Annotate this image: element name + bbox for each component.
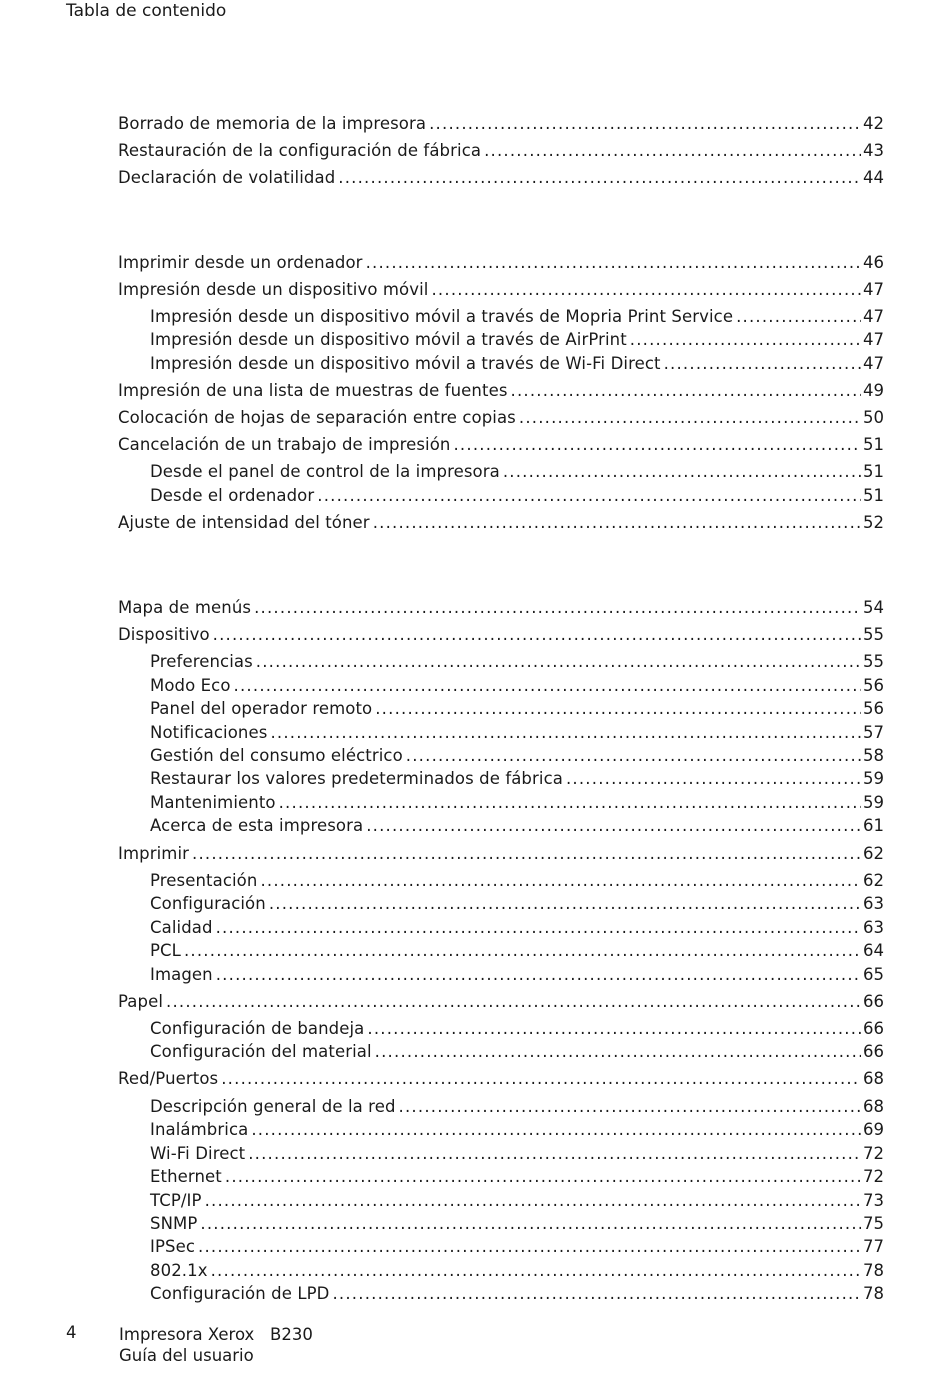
toc-entry-label: Configuración de bandeja	[150, 1019, 365, 1038]
toc-entry[interactable]	[150, 892, 884, 915]
toc-entry[interactable]	[150, 1235, 884, 1258]
toc-entry[interactable]	[150, 814, 884, 837]
toc-dot-leader	[406, 744, 861, 767]
toc-entry-page-number: 49	[863, 381, 884, 400]
toc-entry-label: Colocación de hojas de separación entre copias	[118, 408, 516, 427]
toc-entry[interactable]	[118, 166, 884, 189]
toc-entry-page-number: 47	[863, 330, 884, 349]
toc-dot-leader	[366, 814, 861, 837]
toc-dot-leader	[205, 1189, 861, 1212]
toc-dot-leader	[234, 674, 861, 697]
toc-entry[interactable]	[118, 112, 884, 135]
toc-dot-leader	[373, 511, 861, 534]
toc-entry-page-number: 51	[863, 435, 884, 454]
toc-entry[interactable]	[150, 697, 884, 720]
toc-dot-leader	[260, 869, 861, 892]
toc-dot-leader	[519, 406, 861, 429]
toc-entry-label: 802.1x	[150, 1261, 208, 1280]
toc-entry-label: Configuración de LPD	[150, 1284, 330, 1303]
toc-dot-leader	[270, 721, 861, 744]
toc-entry[interactable]	[118, 379, 884, 402]
toc-dot-leader	[192, 842, 861, 865]
toc-entry-page-number: 68	[863, 1069, 884, 1088]
toc-entry-label: Dispositivo	[118, 625, 210, 644]
toc-dot-leader	[429, 112, 861, 135]
toc-entry[interactable]	[150, 791, 884, 814]
toc-dot-leader	[367, 1017, 861, 1040]
toc-entry-page-number: 72	[863, 1144, 884, 1163]
toc-dot-leader	[484, 139, 861, 162]
toc-entry-label: Descripción general de la red	[150, 1097, 396, 1116]
toc-dot-leader	[248, 1142, 861, 1165]
toc-entry-page-number: 61	[863, 816, 884, 835]
toc-entry-label: Restauración de la configuración de fábrica	[118, 141, 482, 160]
toc-entry[interactable]	[150, 328, 884, 351]
toc-entry[interactable]	[150, 1189, 884, 1212]
toc-dot-leader	[453, 433, 861, 456]
toc-dot-leader	[221, 1067, 861, 1090]
toc-entry-page-number: 55	[863, 625, 884, 644]
toc-entry-label: Impresión desde un dispositivo móvil	[118, 280, 429, 299]
toc-entry-label: Imprimir desde un ordenador	[118, 253, 363, 272]
toc-entry-page-number: 47	[863, 307, 884, 326]
toc-entry-label: Notificaciones	[150, 723, 268, 742]
toc-entry-label: Impresión desde un dispositivo móvil a través de Mopria Print Service	[150, 307, 734, 326]
toc-entry-page-number: 51	[863, 462, 884, 481]
toc-entry-label: Preferencias	[150, 652, 253, 671]
toc-entry-page-number: 64	[863, 941, 884, 960]
toc-entry-label: Acerca de esta impresora	[150, 816, 364, 835]
toc-dot-leader	[279, 791, 861, 814]
toc-entry-label: Wi-Fi Direct	[150, 1144, 246, 1163]
toc-entry[interactable]	[150, 1040, 884, 1063]
toc-entry[interactable]	[150, 460, 884, 483]
toc-entry[interactable]	[150, 721, 884, 744]
toc-entry-label: Panel del operador remoto	[150, 699, 373, 718]
toc-entry-label: Red/Puertos	[118, 1069, 219, 1088]
toc-entry-page-number: 47	[863, 354, 884, 373]
toc-dot-leader	[431, 278, 861, 301]
toc-entry-page-number: 63	[863, 918, 884, 937]
toc-entry-page-number: 56	[863, 676, 884, 695]
toc-entry-page-number: 50	[863, 408, 884, 427]
toc-entry-label: Inalámbrica	[150, 1120, 249, 1139]
toc-entry[interactable]	[118, 139, 884, 162]
toc-entry[interactable]	[118, 433, 884, 456]
toc-dot-leader	[256, 650, 861, 673]
toc-entry[interactable]	[150, 1017, 884, 1040]
toc-dot-leader	[375, 697, 861, 720]
toc-entry[interactable]	[118, 511, 884, 534]
toc-entry[interactable]	[118, 278, 884, 301]
toc-dot-leader	[399, 1095, 861, 1118]
toc-entry-page-number: 43	[863, 141, 884, 160]
toc-entry-page-number: 69	[863, 1120, 884, 1139]
toc-entry-page-number: 68	[863, 1097, 884, 1116]
toc-dot-leader	[332, 1282, 861, 1305]
toc-entry-label: Imprimir	[118, 844, 190, 863]
toc-dot-leader	[216, 916, 861, 939]
toc-entry[interactable]	[150, 744, 884, 767]
toc-entry-label: Mapa de menús	[118, 598, 252, 617]
toc-entry[interactable]	[150, 869, 884, 892]
toc-entry-label: Impresión de una lista de muestras de fuentes	[118, 381, 508, 400]
toc-dot-leader	[225, 1165, 861, 1188]
toc-dot-leader	[213, 623, 861, 646]
toc-entry-label: Calidad	[150, 918, 213, 937]
toc-entry-label: Mantenimiento	[150, 793, 276, 812]
toc-entry[interactable]	[150, 1165, 884, 1188]
toc-entry-label: Impresión desde un dispositivo móvil a través de Wi-Fi Direct	[150, 354, 661, 373]
toc-entry[interactable]	[150, 1259, 884, 1282]
toc-dot-leader	[216, 963, 861, 986]
toc-entry-page-number: 59	[863, 793, 884, 812]
toc-entry-page-number: 46	[863, 253, 884, 272]
toc-entry-page-number: 57	[863, 723, 884, 742]
toc-entry-page-number: 78	[863, 1284, 884, 1303]
toc-entry-label: Modo Eco	[150, 676, 231, 695]
footer-guide-title: Guía del usuario	[119, 1346, 254, 1365]
toc-entry-page-number: 73	[863, 1191, 884, 1210]
toc-entry-label: Desde el ordenador	[150, 486, 315, 505]
toc-dot-leader	[184, 939, 861, 962]
toc-entry-label: Borrado de memoria de la impresora	[118, 114, 427, 133]
toc-entry[interactable]	[150, 767, 884, 790]
toc-entry[interactable]	[150, 650, 884, 673]
toc-entry[interactable]	[118, 842, 884, 865]
toc-dot-leader	[338, 166, 861, 189]
toc-entry-page-number: 51	[863, 486, 884, 505]
toc-entry-page-number: 63	[863, 894, 884, 913]
toc-entry-label: Configuración	[150, 894, 266, 913]
toc-entry[interactable]	[150, 1118, 884, 1141]
toc-dot-leader	[254, 596, 861, 619]
toc-entry-page-number: 55	[863, 652, 884, 671]
toc-entry[interactable]	[150, 352, 884, 375]
toc-entry[interactable]	[150, 1095, 884, 1118]
toc-dot-leader	[375, 1040, 861, 1063]
toc-entry[interactable]	[150, 1282, 884, 1305]
toc-dot-leader	[664, 352, 861, 375]
toc-entry-label: Ethernet	[150, 1167, 222, 1186]
toc-dot-leader	[736, 305, 861, 328]
toc-entry-page-number: 66	[863, 1019, 884, 1038]
toc-entry-label: Papel	[118, 992, 164, 1011]
toc-entry-label: TCP/IP	[150, 1191, 202, 1210]
toc-entry[interactable]	[150, 484, 884, 507]
toc-entry-label: Ajuste de intensidad del tóner	[118, 513, 370, 532]
toc-entry-page-number: 42	[863, 114, 884, 133]
toc-entry-label: Gestión del consumo eléctrico	[150, 746, 403, 765]
toc-entry-label: Declaración de volatilidad	[118, 168, 336, 187]
toc-entry[interactable]	[150, 1212, 884, 1235]
toc-entry-page-number: 44	[863, 168, 884, 187]
toc-entry[interactable]	[150, 674, 884, 697]
toc-entry-page-number: 65	[863, 965, 884, 984]
toc-dot-leader	[198, 1235, 861, 1258]
toc-dot-leader	[630, 328, 861, 351]
toc-dot-leader	[251, 1118, 861, 1141]
toc-entry-page-number: 77	[863, 1237, 884, 1256]
toc-dot-leader	[503, 460, 861, 483]
toc-entry-page-number: 66	[863, 1042, 884, 1061]
toc-entry-label: Impresión desde un dispositivo móvil a través de AirPrint	[150, 330, 627, 349]
toc-entry-page-number: 78	[863, 1261, 884, 1280]
toc-entry-page-number: 72	[863, 1167, 884, 1186]
toc-entry-label: SNMP	[150, 1214, 198, 1233]
toc-dot-leader	[366, 251, 861, 274]
toc-entry-label: Desde el panel de control de la impresora	[150, 462, 500, 481]
toc-entry-label: Configuración del material	[150, 1042, 372, 1061]
toc-entry-page-number: 66	[863, 992, 884, 1011]
toc-entry[interactable]	[118, 623, 884, 646]
toc-entry-page-number: 54	[863, 598, 884, 617]
toc-dot-leader	[211, 1259, 861, 1282]
toc-entry-label: Presentación	[150, 871, 258, 890]
toc-entry[interactable]	[118, 1067, 884, 1090]
toc-dot-leader	[511, 379, 861, 402]
toc-entry-label: Imagen	[150, 965, 213, 984]
toc-entry-label: PCL	[150, 941, 181, 960]
toc-entry-label: Cancelación de un trabajo de impresión	[118, 435, 451, 454]
toc-entry[interactable]	[150, 305, 884, 328]
toc-entry[interactable]	[150, 939, 884, 962]
toc-entry-page-number: 59	[863, 769, 884, 788]
footer-product-name: Impresora Xerox B230	[119, 1325, 313, 1344]
toc-entry-page-number: 75	[863, 1214, 884, 1233]
toc-dot-leader	[166, 990, 861, 1013]
toc-entry[interactable]	[118, 406, 884, 429]
toc-dot-leader	[317, 484, 861, 507]
footer-page-number: 4	[66, 1323, 77, 1342]
running-header-title: Tabla de contenido	[66, 1, 227, 21]
toc-entry-page-number: 56	[863, 699, 884, 718]
toc-entry[interactable]	[118, 596, 884, 619]
toc-entry-label: IPSec	[150, 1237, 196, 1256]
toc-dot-leader	[200, 1212, 861, 1235]
toc-dot-leader	[566, 767, 861, 790]
toc-entry-page-number: 58	[863, 746, 884, 765]
toc-dot-leader	[269, 892, 861, 915]
toc-entry-label: Restaurar los valores predeterminados de fábrica	[150, 769, 563, 788]
toc-entry[interactable]	[150, 916, 884, 939]
toc-entry-page-number: 52	[863, 513, 884, 532]
toc-entry[interactable]	[118, 251, 884, 274]
toc-entry-page-number: 62	[863, 871, 884, 890]
toc-entry-page-number: 62	[863, 844, 884, 863]
toc-entry[interactable]	[150, 963, 884, 986]
toc-entry[interactable]	[118, 990, 884, 1013]
toc-entry-page-number: 47	[863, 280, 884, 299]
toc-entry[interactable]	[150, 1142, 884, 1165]
